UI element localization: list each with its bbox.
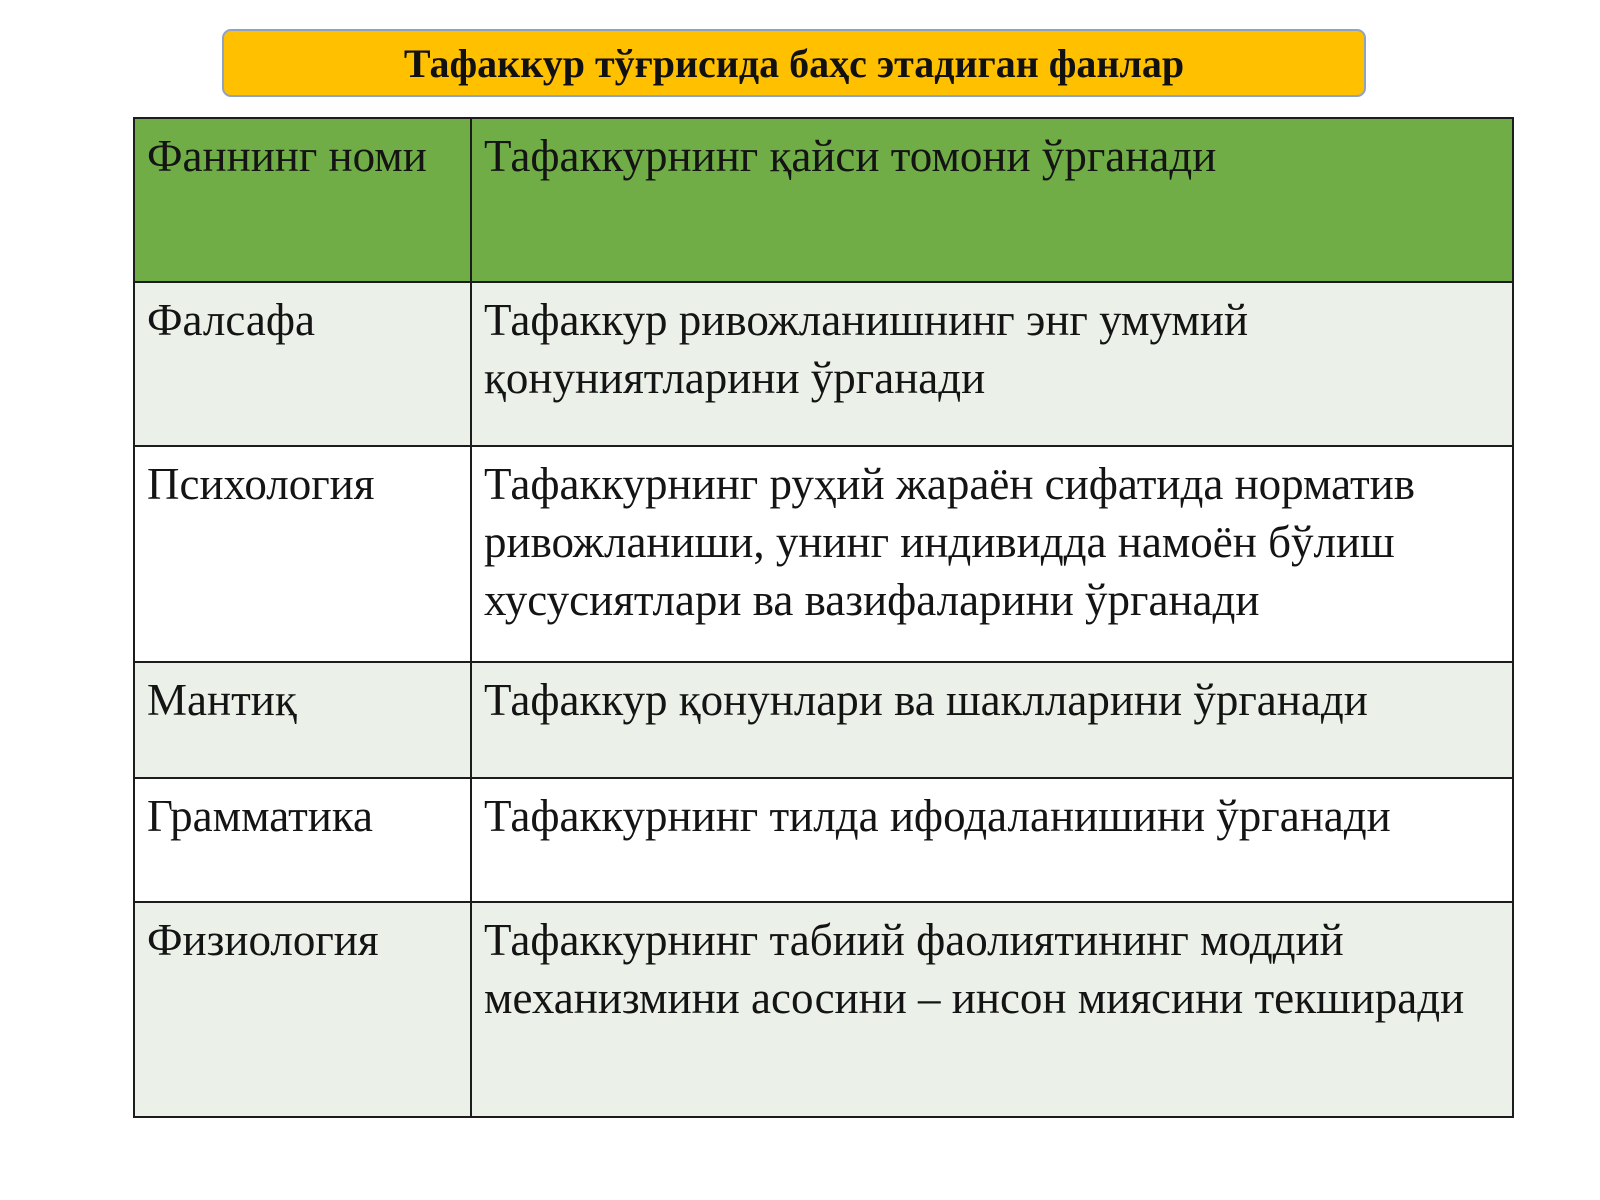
description-cell: Тафаккурнинг руҳий жараён сифатида норматив ривожланиши, унинг индивидда намоён бўлиш хусусиятлари ва вазифаларини ўрганади (471, 446, 1513, 662)
subject-cell: Мантиқ (134, 662, 471, 778)
subject-cell: Фалсафа (134, 282, 471, 446)
description-cell: Тафаккур қонунлари ва шаклларини ўрганади (471, 662, 1513, 778)
description-cell: Тафаккурнинг табиий фаолиятининг моддий механизмини асосини – инсон миясини текширади (471, 902, 1513, 1117)
page-title: Тафаккур тўғрисида баҳс этадиган фанлар (403, 40, 1185, 86)
header-thinking-aspect: Тафаккурнинг қайси томони ўрганади (471, 118, 1513, 282)
table-row (134, 282, 1513, 446)
table-row (134, 902, 1513, 1117)
table-row (134, 662, 1513, 778)
header-subject-name: Фаннинг номи (134, 118, 471, 282)
table-row (134, 446, 1513, 662)
title-banner (222, 29, 1366, 97)
subject-cell: Психология (134, 446, 471, 662)
description-cell: Тафаккур ривожланишнинг энг умумий қонуниятларини ўрганади (471, 282, 1513, 446)
subjects-table (133, 117, 1514, 1118)
subject-cell: Грамматика (134, 778, 471, 902)
table-header-row (134, 118, 1513, 282)
table-row (134, 778, 1513, 902)
subject-cell: Физиология (134, 902, 471, 1117)
description-cell: Тафаккурнинг тилда ифодаланишини ўрганади (471, 778, 1513, 902)
